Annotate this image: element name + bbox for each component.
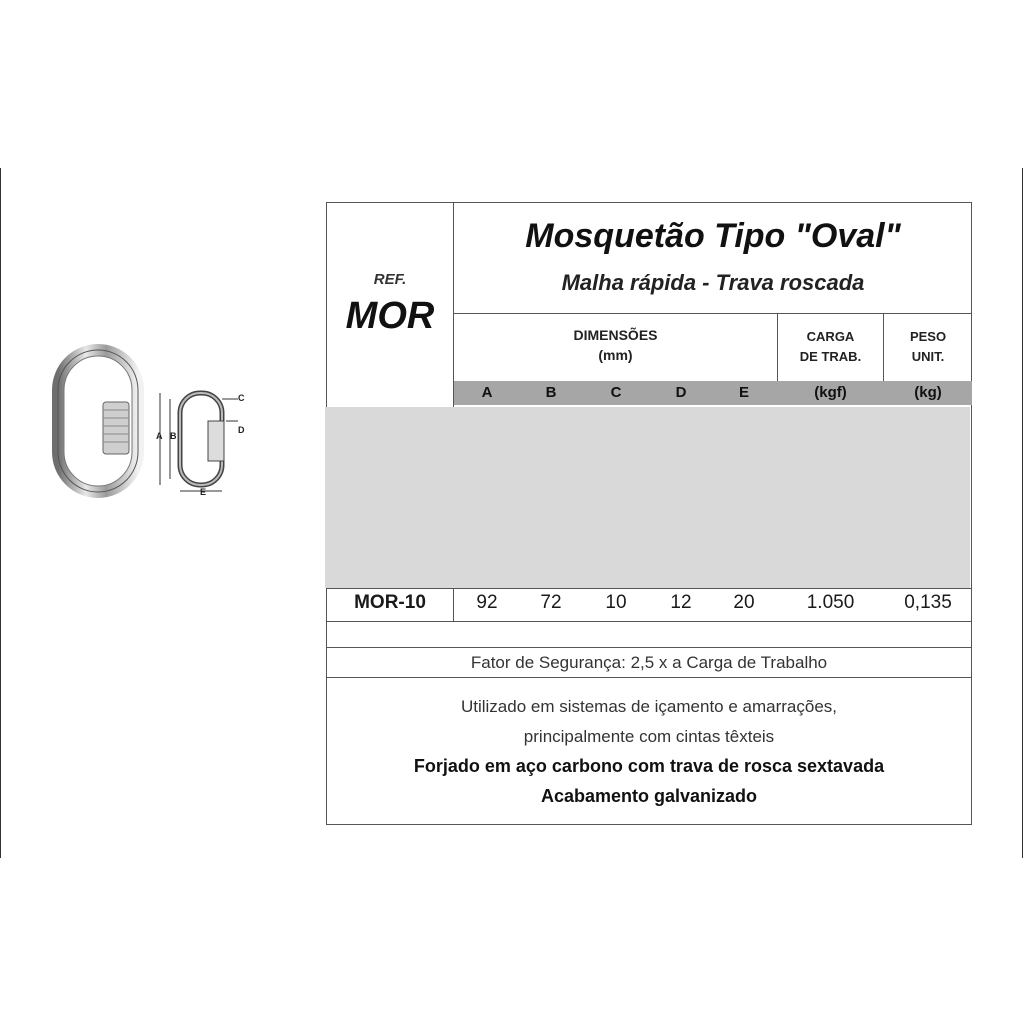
dim-letter-d: D [238, 425, 245, 435]
load-header-line1: CARGA [806, 329, 855, 344]
unit-load: (kgf) [814, 384, 847, 401]
product-subtitle: Malha rápida - Trava roscada [561, 270, 865, 295]
row-weight: 0,135 [904, 592, 952, 613]
load-header-line2: DE TRAB. [799, 349, 862, 364]
description-line-1: Utilizado em sistemas de içamento e amarrações, [460, 697, 838, 716]
grid-line [327, 588, 971, 589]
row-b: 72 [540, 592, 562, 613]
dimension-diagram [150, 385, 260, 500]
left-border-line [0, 168, 1, 858]
dimensions-header-line1: DIMENSÕES [573, 327, 658, 343]
ref-code: MOR [345, 295, 435, 337]
safety-factor: Fator de Segurança: 2,5 x a Carga de Trabalho [470, 653, 828, 672]
dimensions-header-line2: (mm) [598, 347, 633, 363]
dim-letter-e: E [200, 487, 207, 497]
dim-letter-c: C [238, 393, 245, 403]
weight-header [884, 327, 972, 367]
row-a: 92 [476, 592, 498, 613]
grid-line [454, 313, 972, 314]
description-line-3: Forjado em aço carbono com trava de rosca sextavada [413, 756, 885, 776]
unit-c: C [610, 384, 622, 401]
grid-line [327, 677, 971, 678]
row-load: 1.050 [806, 592, 855, 613]
row-ref: MOR-10 [354, 592, 426, 613]
unit-a: A [481, 384, 493, 401]
row-e: 20 [733, 592, 755, 613]
product-title: Mosquetão Tipo "Oval" [525, 217, 901, 255]
unit-e: E [738, 384, 749, 401]
ref-label: REF. [373, 271, 407, 288]
weight-header-line1: PESO [909, 329, 947, 344]
row-d: 12 [670, 592, 692, 613]
dim-letter-a: A [156, 431, 163, 441]
grid-line [327, 621, 971, 622]
grid-line [327, 647, 971, 648]
unit-weight: (kg) [914, 384, 942, 401]
unit-d: D [675, 384, 687, 401]
blank-area [325, 407, 970, 588]
unit-b: B [545, 384, 557, 401]
weight-header-line2: UNIT. [911, 349, 945, 364]
quick-link-photo [48, 340, 148, 500]
dimensions-header [454, 325, 777, 365]
description-line-4: Acabamento galvanizado [540, 786, 758, 806]
right-border-line [1022, 168, 1023, 858]
description-line-2: principalmente com cintas têxteis [523, 727, 775, 746]
load-header [778, 327, 883, 367]
grid-line [453, 588, 454, 621]
spec-sheet [326, 202, 972, 825]
dim-letter-b: B [170, 431, 177, 441]
row-c: 10 [605, 592, 627, 613]
